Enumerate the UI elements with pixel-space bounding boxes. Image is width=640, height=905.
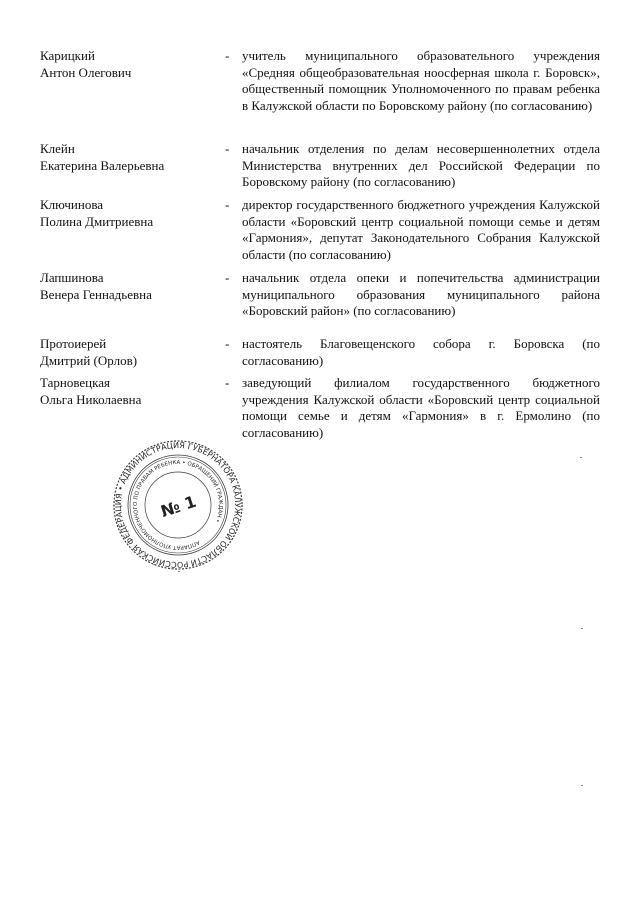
member-dash: - bbox=[225, 48, 230, 63]
scan-speck bbox=[581, 628, 583, 629]
member-name: Лапшинова Венера Геннадьевна bbox=[40, 270, 152, 302]
scan-speck bbox=[581, 785, 583, 786]
scan-speck bbox=[580, 457, 582, 458]
stamp-number: № 1 bbox=[158, 491, 199, 522]
member-dash: - bbox=[225, 375, 230, 390]
member-name: Клейн Екатерина Валерьевна bbox=[40, 141, 165, 173]
stamp-outer-text: РОССИЙСКАЯ ФЕДЕРАЦИЯ • АДМИНИСТРАЦИЯ ГУБЕРНАТОРА КАЛУЖСКОЙ ОБЛАСТИ bbox=[113, 440, 243, 570]
stamp-inner-text: АППАРАТ УПОЛНОМОЧЕННОГО ПО ПРАВАМ РЕБЕНКА • ОБРАЩЕНИЙ ГРАЖДАН • bbox=[132, 459, 224, 551]
member-description: начальник отдела опеки и попечительства администрации муниципального образования муниципального района «Боровский район» (по согласованию) bbox=[242, 270, 600, 318]
member-description: заведующий филиалом государственного бюджетного учреждения Калужской области «Боровский центр социальной помощи семье и детям «Гармония» в г. Ермолино (по согласованию) bbox=[242, 375, 600, 440]
member-name: Карицкий Антон Олегович bbox=[40, 48, 132, 80]
official-stamp bbox=[108, 440, 248, 570]
member-description: директор государственного бюджетного учреждения Калужской области «Боровский центр социальной помощи семье и детям «Гармония», депутат Законодательного Собрания Калужской области (по согласованию) bbox=[242, 197, 600, 262]
member-description: начальник отделения по делам несовершеннолетних отдела Министерства внутренних дел Российской Федерации по Боровскому району (по согласованию) bbox=[242, 141, 600, 189]
member-dash: - bbox=[225, 197, 230, 212]
member-dash: - bbox=[225, 141, 230, 156]
member-description: учитель муниципального образовательного учреждения «Средняя общеобразовательная ноосферная школа г. Боровск», общественный помощник Уполномоченного по правам ребенка в Калужской области по Боровскому району (по согласованию) bbox=[242, 48, 600, 113]
member-name: Протоиерей Дмитрий (Орлов) bbox=[40, 336, 138, 368]
member-name: Ключинова Полина Дмитриевна bbox=[40, 197, 154, 229]
member-dash: - bbox=[225, 336, 230, 351]
member-dash: - bbox=[225, 270, 230, 285]
member-description: настоятель Благовещенского собора г. Боровска (по согласованию) bbox=[242, 336, 600, 368]
member-name: Тарновецкая Ольга Николаевна bbox=[40, 375, 142, 407]
scan-speck bbox=[178, 571, 180, 572]
